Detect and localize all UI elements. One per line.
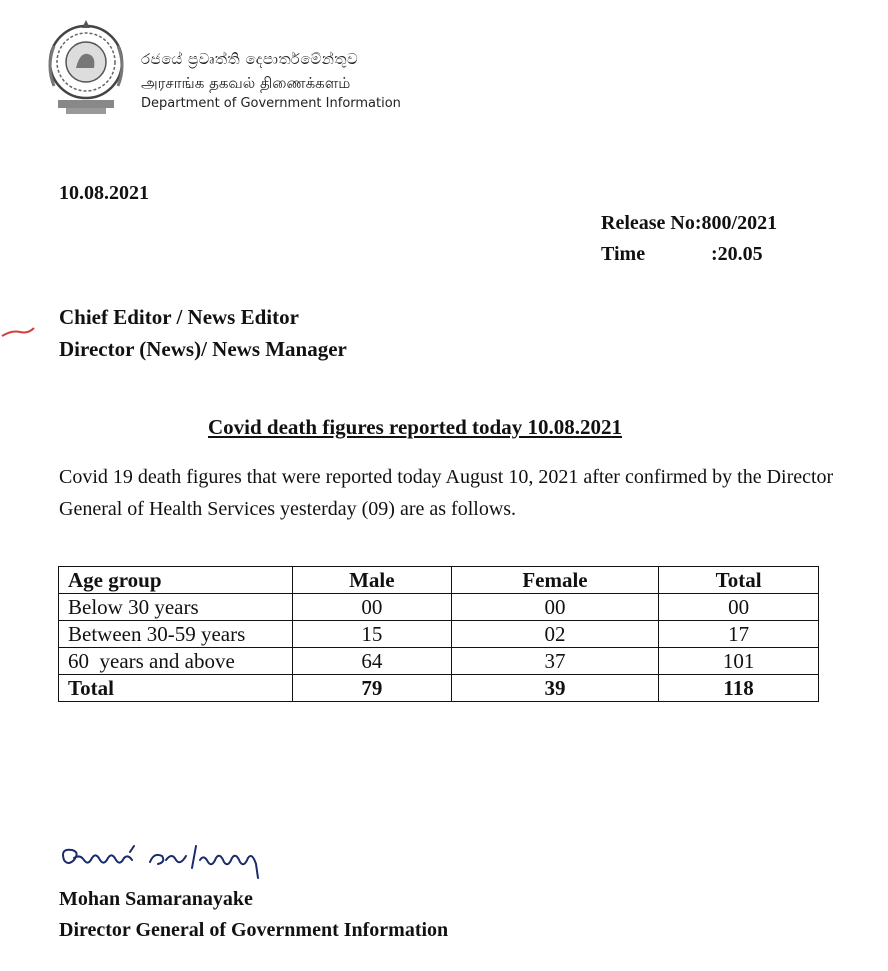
addressee-line-2: Director (News)/ News Manager (59, 337, 347, 361)
cell-total-male: 79 (293, 675, 452, 702)
cell-female: 02 (451, 621, 658, 648)
header-age-group: Age group (59, 567, 293, 594)
cell-age-group: Below 30 years (59, 594, 293, 621)
body-paragraph: Covid 19 death figures that were reported today August 10, 2021 after confirmed by the Director General of Health Services yesterday (09) are as follows. (59, 466, 834, 520)
cell-age-group: 60 years and above (59, 648, 293, 675)
cell-total: 101 (659, 648, 819, 675)
pen-mark-icon (0, 322, 36, 342)
cell-total: 00 (659, 594, 819, 621)
cell-total-label: Total (59, 675, 293, 702)
cell-grand-total: 118 (659, 675, 819, 702)
death-figures-table (58, 566, 819, 702)
table-row (59, 621, 819, 648)
release-time-value: :20.05 (711, 243, 763, 265)
signatory-name: Mohan Samaranayake (59, 888, 253, 910)
release-number: Release No:800/2021 (601, 212, 778, 234)
document-heading: Covid death figures reported today 10.08.2021 (208, 415, 622, 439)
cell-female: 00 (451, 594, 658, 621)
cell-total-female: 39 (451, 675, 658, 702)
release-time-label: Time (601, 243, 646, 265)
sri-lanka-emblem-icon (44, 16, 128, 116)
addressee-line-1: Chief Editor / News Editor (59, 305, 299, 329)
cell-total: 17 (659, 621, 819, 648)
header-female: Female (451, 567, 658, 594)
department-name-tamil: அரசாங்க தகவல் திணைக்களம் (141, 74, 351, 92)
department-name-english: Department of Government Information (141, 96, 401, 111)
department-name-sinhala: රජයේ ප්‍රවෘත්ති දෙපාර්තමේන්තුව (141, 50, 359, 68)
signatory-title: Director General of Government Information (59, 919, 449, 941)
cell-female: 37 (451, 648, 658, 675)
handwritten-signature-icon (58, 838, 288, 882)
header-total: Total (659, 567, 819, 594)
header-male: Male (293, 567, 452, 594)
table-row (59, 594, 819, 621)
cell-male: 64 (293, 648, 452, 675)
table-header-row (59, 567, 819, 594)
cell-male: 00 (293, 594, 452, 621)
table-row (59, 648, 819, 675)
table-total-row (59, 675, 819, 702)
cell-male: 15 (293, 621, 452, 648)
release-date: 10.08.2021 (59, 182, 149, 204)
cell-age-group: Between 30-59 years (59, 621, 293, 648)
